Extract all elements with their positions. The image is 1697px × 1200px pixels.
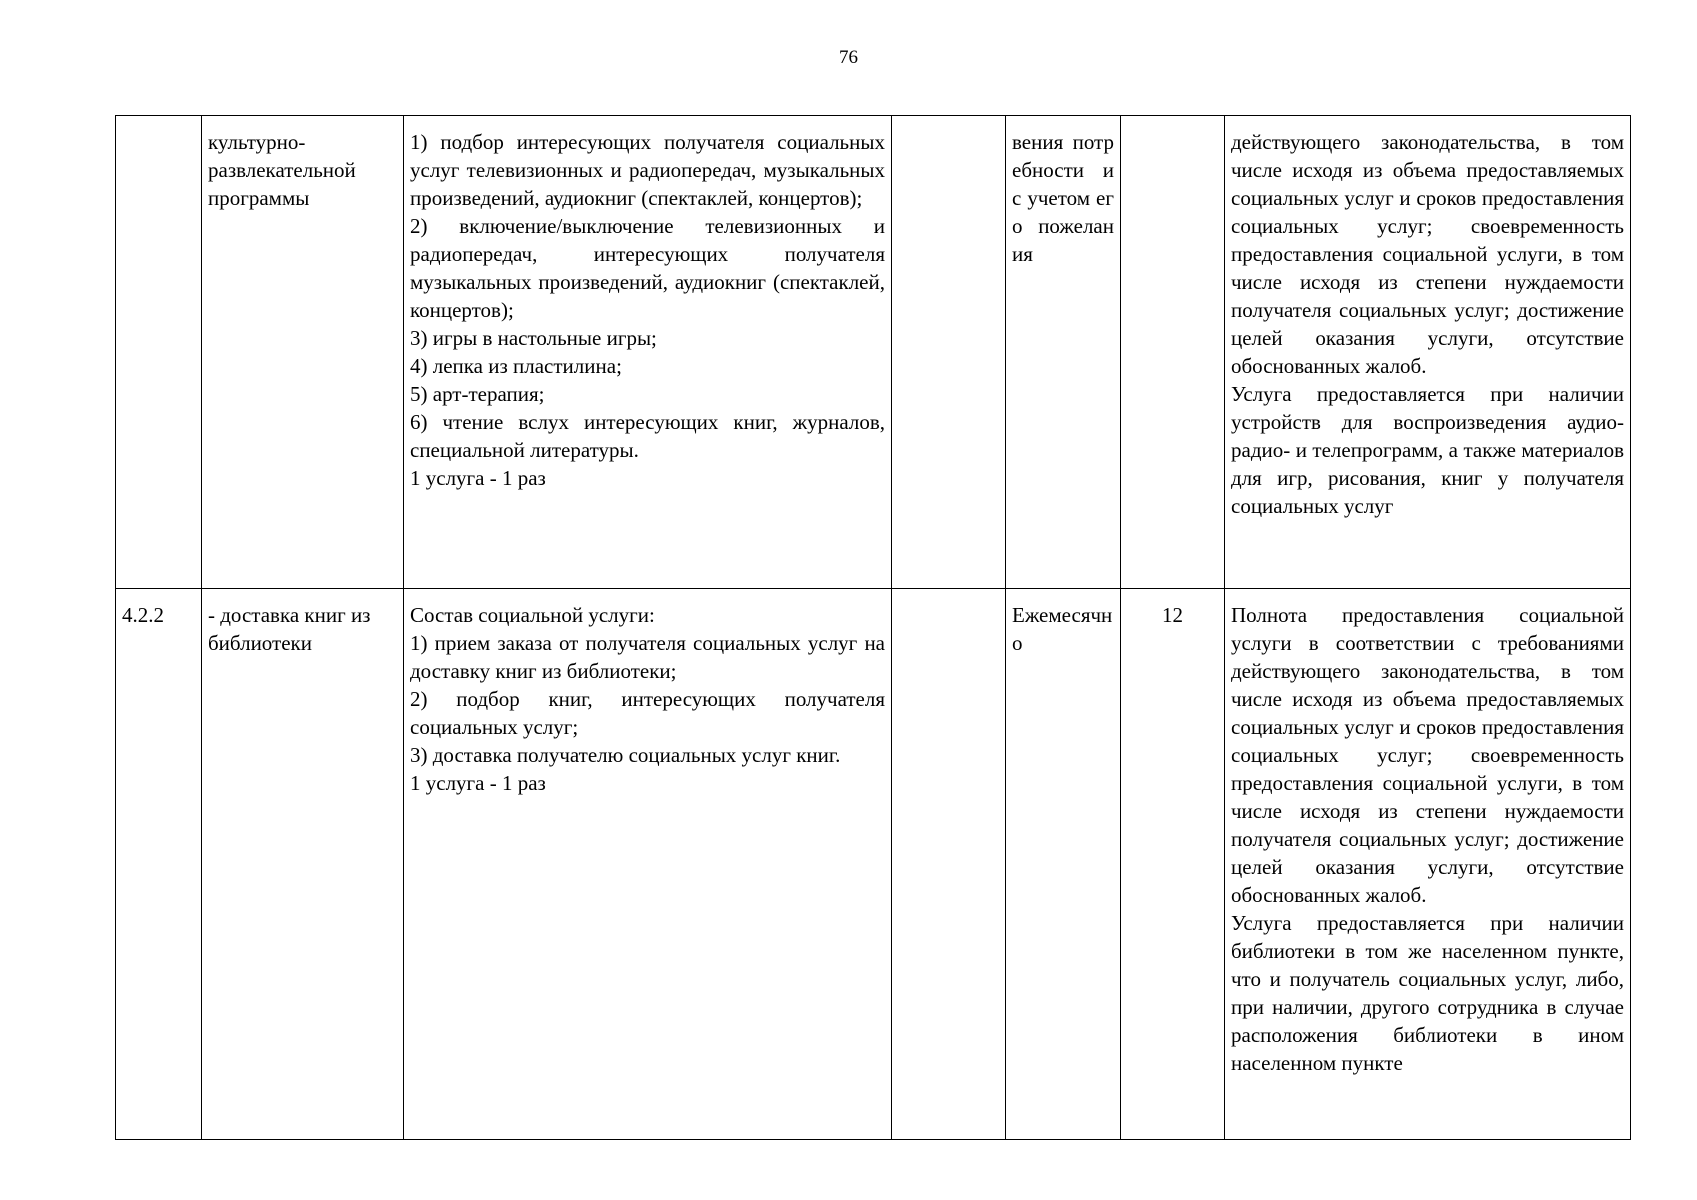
cell-number: 4.2.2 (116, 589, 202, 1140)
page-number: 76 (839, 47, 858, 68)
content-item: Состав социальной услуги: (410, 603, 655, 627)
cell-criteria (1225, 589, 1631, 1140)
criteria-paragraph: Полнота предоставления социальной услуги в соответствии с требованиями действующего законодательства, в том числе исходя из объема предоставляемых социальных услуг и сроков предоставления социальных услуг; своевременность предоставления социальной услуги, в том числе исходя из степени нуждаемости получателя социальных услуг; достижение целей оказания услуги, отсутствие обоснованных жалоб. (1231, 603, 1624, 907)
cell-count: 12 (1121, 589, 1225, 1140)
criteria-paragraph: Услуга предоставляется при наличии библиотеки в том же населенном пункте, что и получатель социальных услуг, либо, при наличии, другого сотрудника в случае расположения библиотеки в ином населенном пункте (1231, 911, 1624, 1075)
content-item: 6) чтение вслух интересующих книг, журналов, специальной литературы. (410, 410, 885, 462)
cell-number (116, 116, 202, 589)
criteria-paragraph: Услуга предоставляется при наличии устройств для воспроизведения аудио- радио- и телепрограмм, а также материалов для игр, рисования, книг у получателя социальных услуг (1231, 382, 1624, 518)
services-table (115, 115, 1631, 1140)
content-item: 1 услуга - 1 раз (410, 466, 546, 490)
content-item: 3) игры в настольные игры; (410, 326, 657, 350)
cell-count (1121, 116, 1225, 589)
criteria-paragraph: действующего законодательства, в том числе исходя из объема предоставляемых социальных услуг и сроков предоставления социальных услуг; своевременность предоставления социальной услуги, в том числе исходя из степени нуждаемости получателя социальных услуг; достижение целей оказания услуги, отсутствие обоснованных жалоб. (1231, 130, 1624, 378)
cell-content (404, 589, 892, 1140)
table-row (116, 116, 1631, 589)
cell-service-name (202, 116, 404, 589)
content-item: 1) прием заказа от получателя социальных услуг на доставку книг из библиотеки; (410, 631, 885, 683)
cell-frequency: Ежемесячно (1006, 589, 1121, 1140)
service-name: культурно-развлекательной программы (208, 130, 356, 210)
cell-service-name: - доставка книг из библиотеки (202, 589, 404, 1140)
cell-criteria (1225, 116, 1631, 589)
content-item: 5) арт-терапия; (410, 382, 545, 406)
content-item: 1 услуга - 1 раз (410, 771, 546, 795)
cell-frequency: вения потребности и с учетом его пожелания (1006, 116, 1121, 589)
table-row (116, 589, 1631, 1140)
content-item: 1) подбор интересующих получателя социальных услуг телевизионных и радиопередач, музыкальных произведений, аудиокниг (спектаклей, концертов); (410, 130, 885, 210)
content-item: 2) подбор книг, интересующих получателя социальных услуг; (410, 687, 885, 739)
content-item: 3) доставка получателю социальных услуг книг. (410, 743, 841, 767)
content-item: 2) включение/выключение телевизионных и радиопередач, интересующих получателя музыкальных произведений, аудиокниг (спектаклей, концертов); (410, 214, 885, 322)
cell-empty (892, 116, 1006, 589)
cell-content (404, 116, 892, 589)
content-item: 4) лепка из пластилина; (410, 354, 622, 378)
cell-empty (892, 589, 1006, 1140)
